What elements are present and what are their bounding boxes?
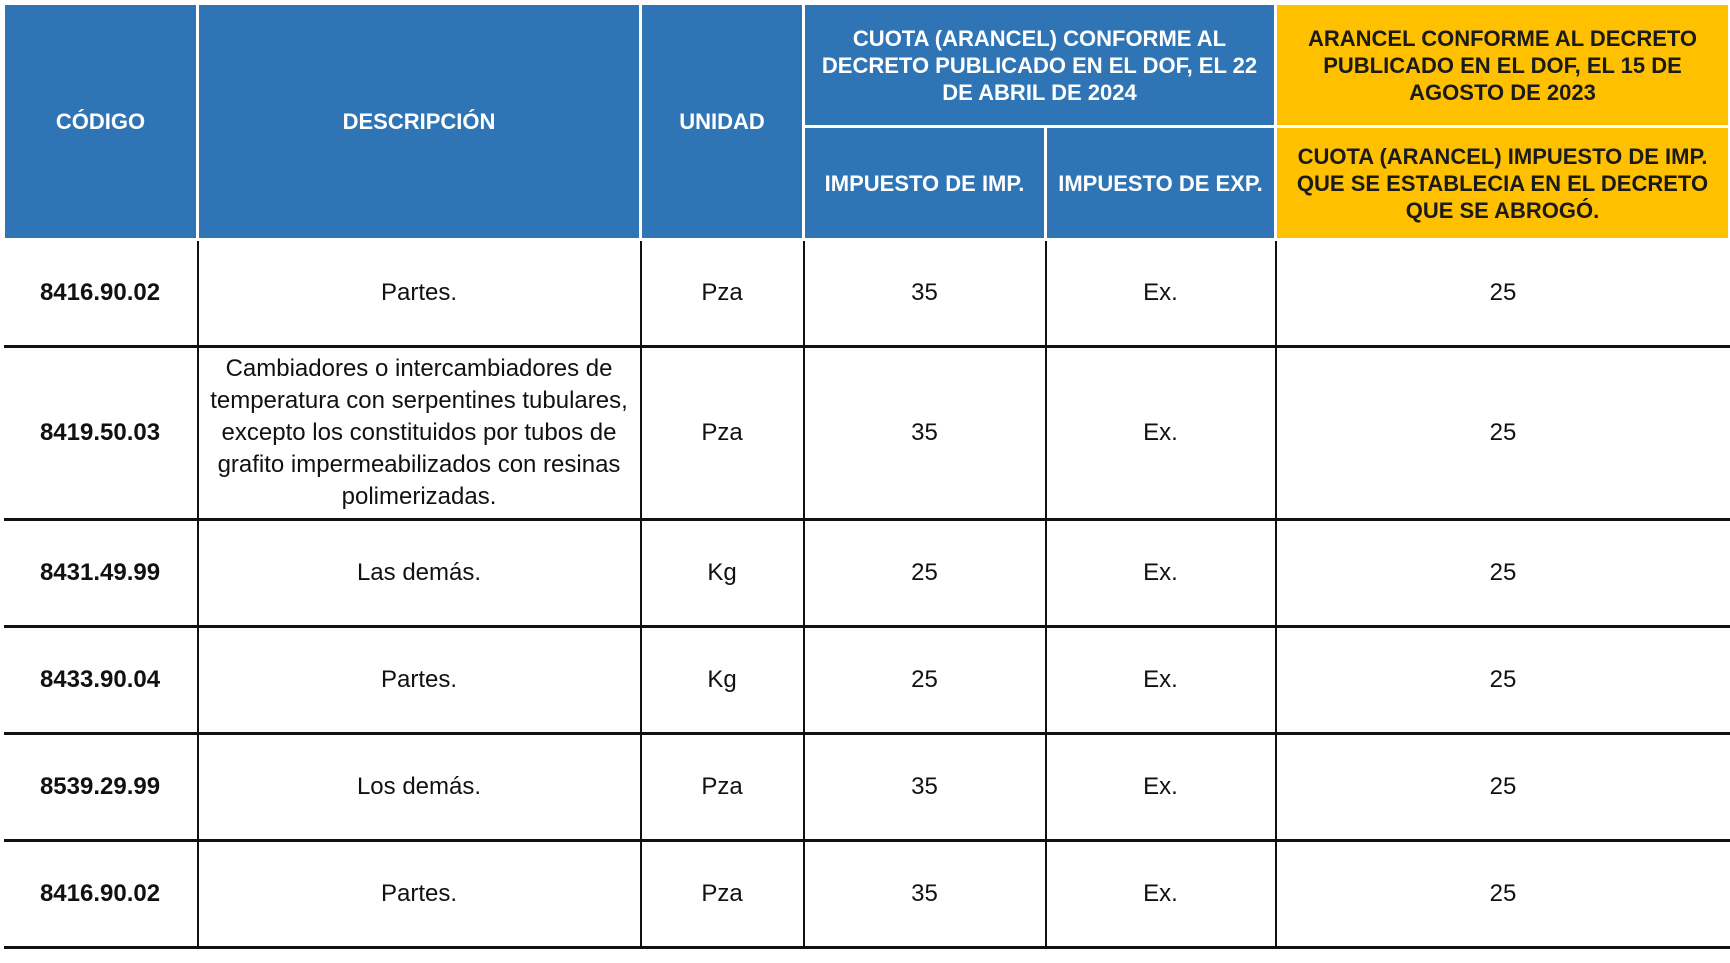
header-descripcion: DESCRIPCIÓN [198, 4, 641, 240]
cell-codigo: 8416.90.02 [4, 841, 198, 948]
cell-descripcion: Las demás. [198, 520, 641, 627]
cell-descripcion: Cambiadores o intercambiadores de temperatura con serpentines tubulares, excepto los constituidos por tubos de grafito impermeabilizados con resinas polimerizadas. [198, 347, 641, 520]
cell-impuesto-imp: 25 [804, 520, 1046, 627]
cell-impuesto-imp: 35 [804, 240, 1046, 347]
cell-codigo: 8416.90.02 [4, 240, 198, 347]
header-impuesto-exp: IMPUESTO DE EXP. [1046, 127, 1276, 240]
cell-cuota-abrogo: 25 [1276, 520, 1730, 627]
table-row [4, 520, 1730, 627]
table-row [4, 240, 1730, 347]
header-cuota-group: CUOTA (ARANCEL) CONFORME AL DECRETO PUBLICADO EN EL DOF, EL 22 DE ABRIL DE 2024 [804, 4, 1276, 127]
table-row [4, 347, 1730, 520]
cell-descripcion: Partes. [198, 627, 641, 734]
cell-impuesto-exp: Ex. [1046, 240, 1276, 347]
cell-unidad: Pza [641, 734, 804, 841]
cell-unidad: Kg [641, 520, 804, 627]
header-impuesto-imp: IMPUESTO DE IMP. [804, 127, 1046, 240]
cell-codigo: 8419.50.03 [4, 347, 198, 520]
cell-impuesto-exp: Ex. [1046, 734, 1276, 841]
cell-impuesto-exp: Ex. [1046, 841, 1276, 948]
cell-cuota-abrogo: 25 [1276, 734, 1730, 841]
cell-descripcion: Los demás. [198, 734, 641, 841]
cell-codigo: 8431.49.99 [4, 520, 198, 627]
cell-descripcion: Partes. [198, 841, 641, 948]
cell-codigo: 8433.90.04 [4, 627, 198, 734]
cell-cuota-abrogo: 25 [1276, 240, 1730, 347]
cell-unidad: Pza [641, 841, 804, 948]
cell-unidad: Pza [641, 240, 804, 347]
header-arancel-group: ARANCEL CONFORME AL DECRETO PUBLICADO EN EL DOF, EL 15 DE AGOSTO DE 2023 [1276, 4, 1730, 127]
header-codigo: CÓDIGO [4, 4, 198, 240]
cell-cuota-abrogo: 25 [1276, 627, 1730, 734]
header-unidad: UNIDAD [641, 4, 804, 240]
cell-impuesto-exp: Ex. [1046, 627, 1276, 734]
tariff-table [2, 2, 1730, 949]
cell-impuesto-imp: 35 [804, 841, 1046, 948]
table-body [4, 240, 1730, 948]
cell-codigo: 8539.29.99 [4, 734, 198, 841]
header-cuota-abrogo: CUOTA (ARANCEL) IMPUESTO DE IMP. QUE SE ESTABLECIA EN EL DECRETO QUE SE ABROGÓ. [1276, 127, 1730, 240]
cell-impuesto-exp: Ex. [1046, 520, 1276, 627]
table-row [4, 734, 1730, 841]
cell-impuesto-imp: 25 [804, 627, 1046, 734]
cell-cuota-abrogo: 25 [1276, 841, 1730, 948]
cell-unidad: Pza [641, 347, 804, 520]
cell-descripcion: Partes. [198, 240, 641, 347]
table-row [4, 841, 1730, 948]
table-header [4, 4, 1730, 240]
cell-impuesto-imp: 35 [804, 347, 1046, 520]
cell-cuota-abrogo: 25 [1276, 347, 1730, 520]
header-row-top [4, 4, 1730, 127]
cell-unidad: Kg [641, 627, 804, 734]
cell-impuesto-exp: Ex. [1046, 347, 1276, 520]
table-row [4, 627, 1730, 734]
cell-impuesto-imp: 35 [804, 734, 1046, 841]
